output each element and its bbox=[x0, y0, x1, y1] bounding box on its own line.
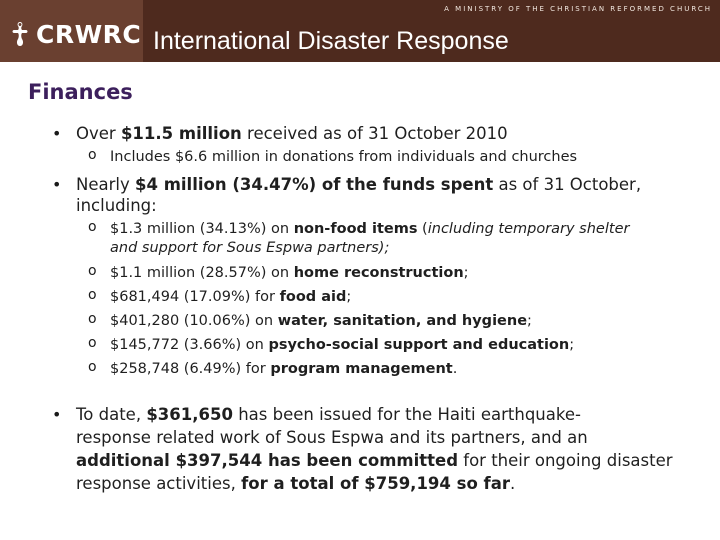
sub-bullet-marker: o bbox=[88, 335, 97, 351]
spend-item: $258,748 (6.49%) for program management. bbox=[110, 361, 458, 377]
bullet-1-sub: Includes $6.6 million in donations from individuals and churches bbox=[110, 149, 578, 165]
bullet-3-line: additional $397,544 has been committed for their ongoing disaster bbox=[76, 451, 673, 470]
spend-item: $401,280 (10.06%) on water, sanitation, and hygiene; bbox=[110, 313, 532, 329]
spend-item-cont: and support for Sous Espwa partners); bbox=[110, 240, 390, 256]
bullet-dot: • bbox=[52, 405, 62, 424]
spend-item: $1.3 million (34.13%) on non-food items (including temporary shelter bbox=[110, 221, 630, 237]
bullet-3-line: To date, $361,650 has been issued for the Haiti earthquake- bbox=[76, 405, 581, 424]
sub-bullet-marker: o bbox=[88, 147, 97, 163]
cross-logo-icon bbox=[8, 20, 32, 48]
logo-box bbox=[0, 0, 143, 62]
page-title: Finances bbox=[28, 80, 133, 104]
bullet-dot: • bbox=[52, 175, 62, 194]
bullet-2-cont: including: bbox=[76, 196, 157, 215]
bullet-3-line: response related work of Sous Espwa and its partners, and an bbox=[76, 428, 588, 447]
sub-bullet-marker: o bbox=[88, 359, 97, 375]
header-bar bbox=[0, 0, 720, 62]
brand-name: CRWRC bbox=[36, 20, 142, 49]
bullet-2-line: Nearly $4 million (34.47%) of the funds spent as of 31 October, bbox=[76, 175, 642, 194]
division-title: International Disaster Response bbox=[153, 27, 509, 55]
sub-bullet-marker: o bbox=[88, 219, 97, 235]
bullet-3-line: response activities, for a total of $759,194 so far. bbox=[76, 474, 516, 493]
spend-item: $1.1 million (28.57%) on home reconstruction; bbox=[110, 265, 469, 281]
bullet-dot: • bbox=[52, 124, 62, 143]
sub-bullet-marker: o bbox=[88, 287, 97, 303]
spend-item: $145,772 (3.66%) on psycho-social support and education; bbox=[110, 337, 575, 353]
bullet-1-line: Over $11.5 million received as of 31 October 2010 bbox=[76, 124, 508, 143]
spend-item: $681,494 (17.09%) for food aid; bbox=[110, 289, 352, 305]
tagline: A MINISTRY OF THE CHRISTIAN REFORMED CHURCH bbox=[444, 5, 712, 13]
sub-bullet-marker: o bbox=[88, 263, 97, 279]
sub-bullet-marker: o bbox=[88, 311, 97, 327]
